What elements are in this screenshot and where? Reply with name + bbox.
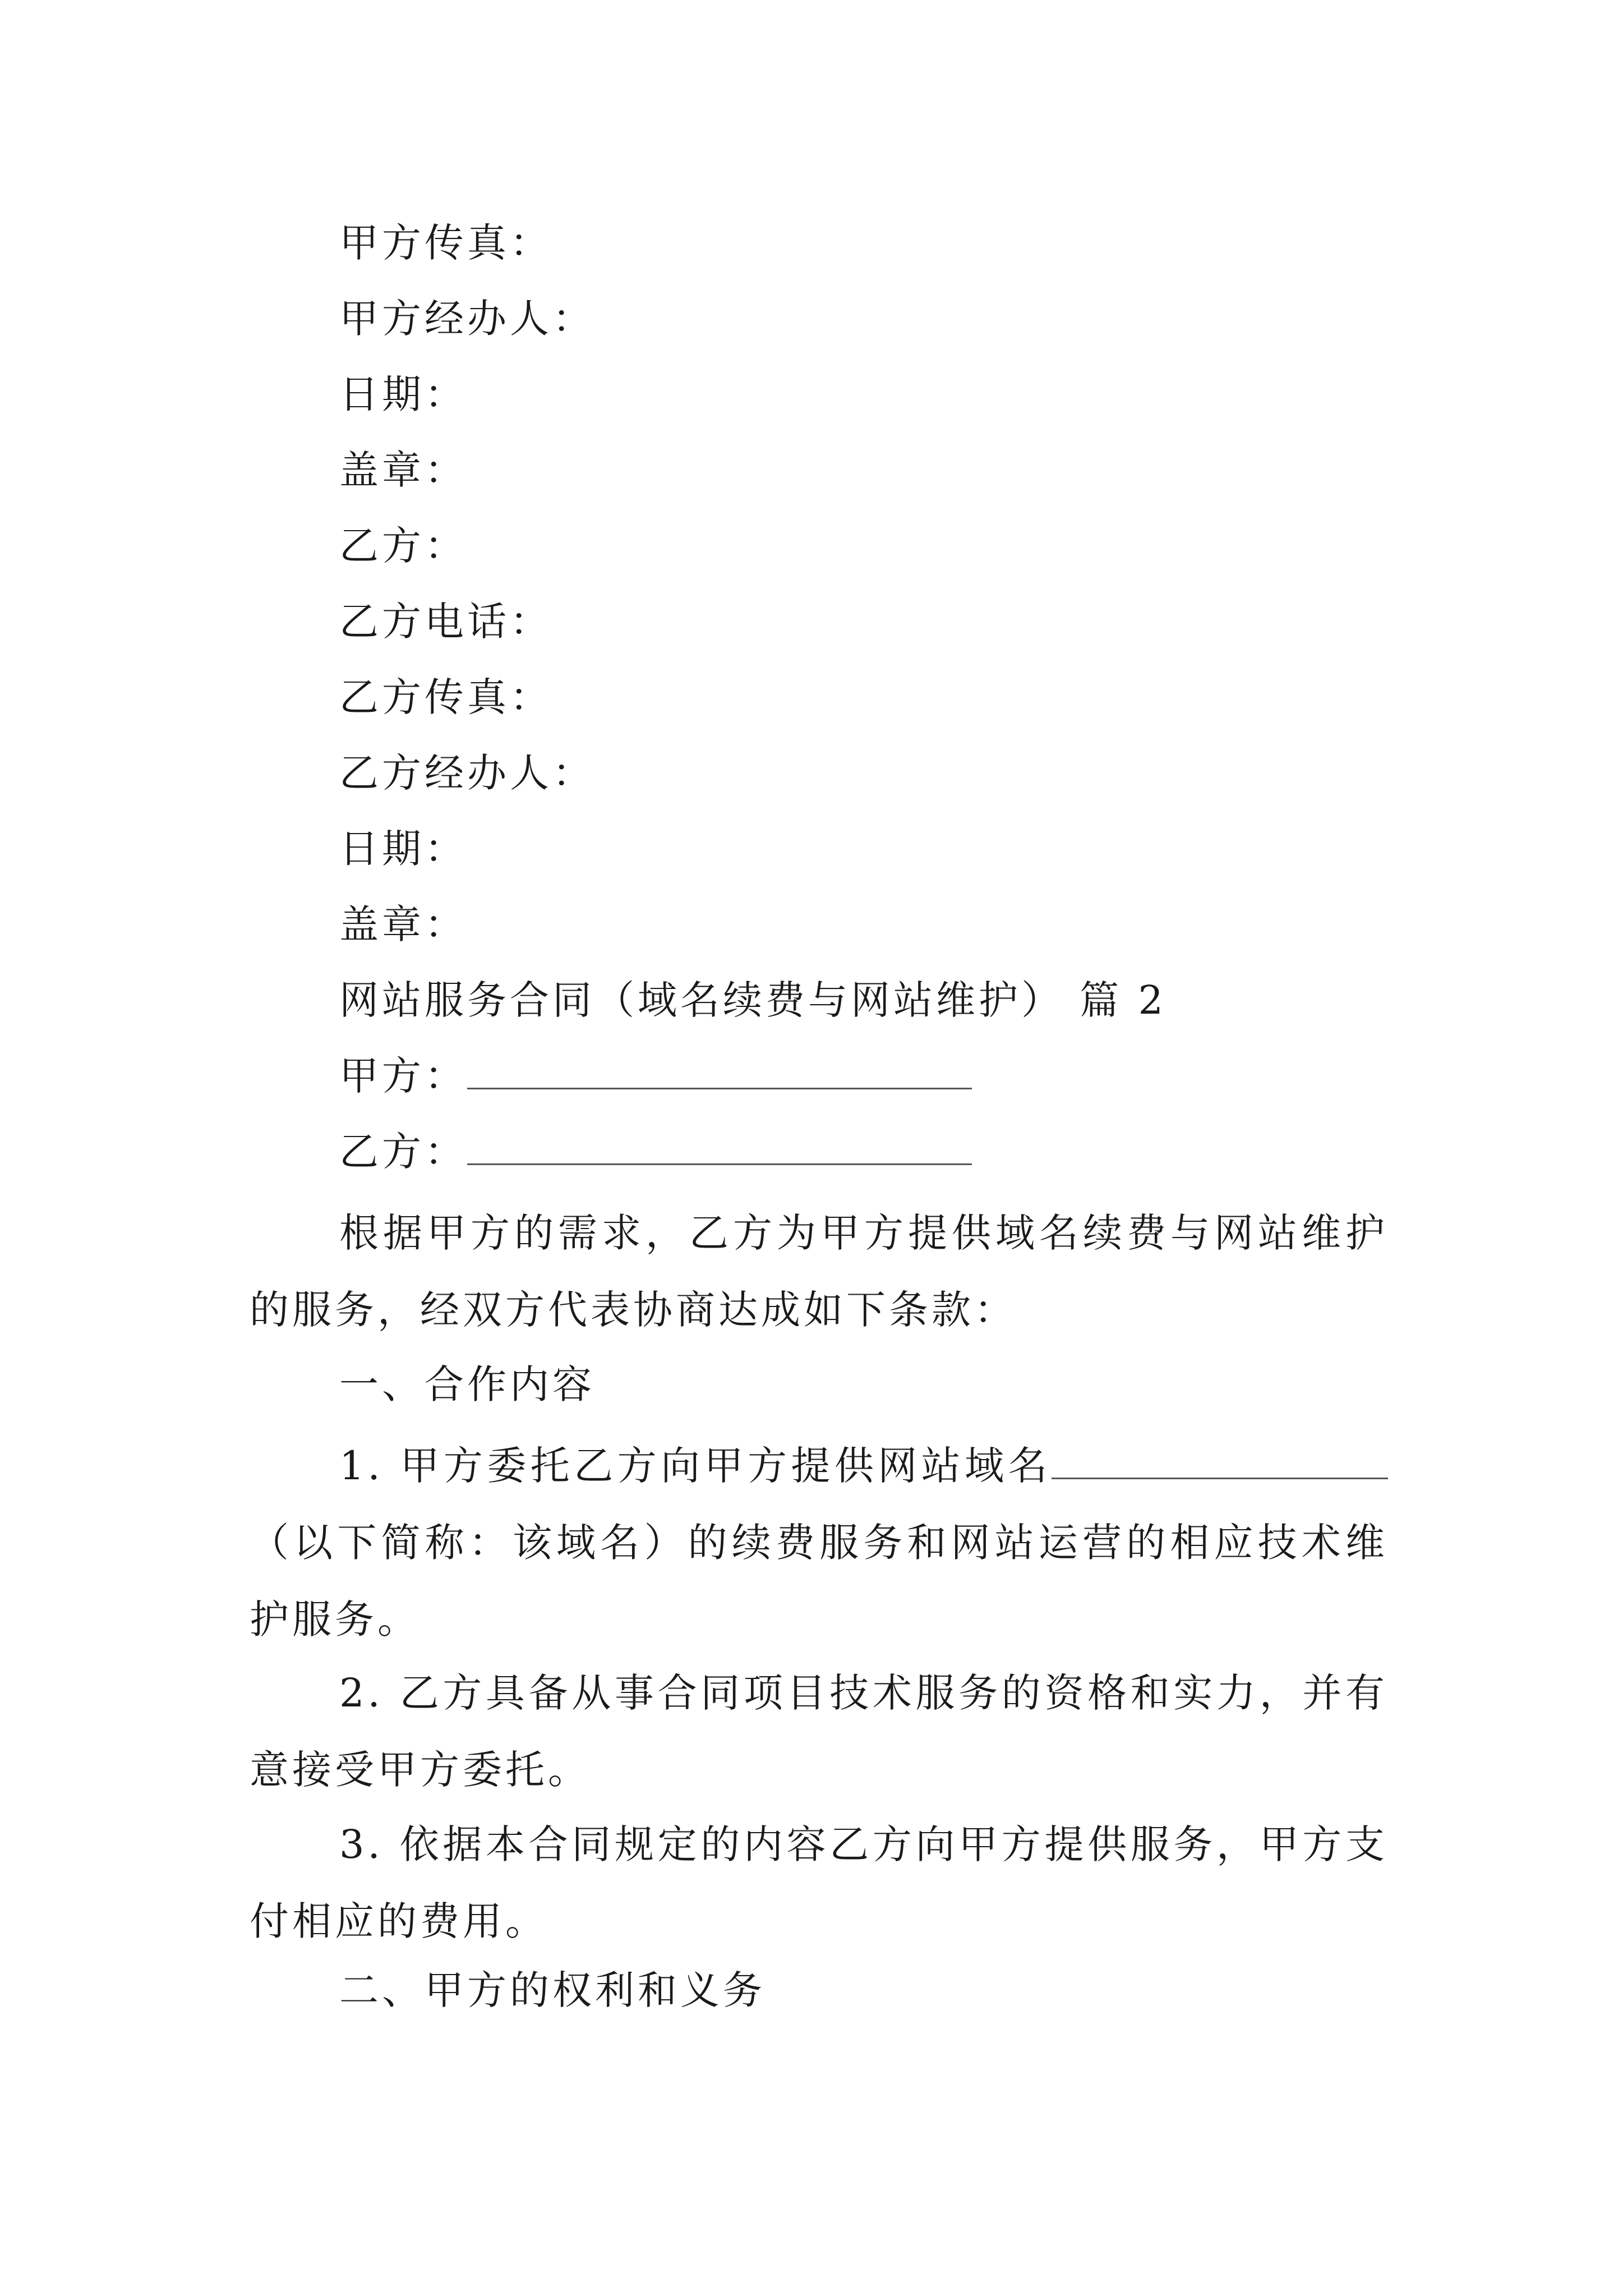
clause-2: 2. 乙方具备从事合同项目技术服务的资格和实力，并有意接受甲方委托。	[250, 1670, 1388, 1793]
party-a-fax-label: 甲方传真：	[339, 220, 552, 266]
party-a-agent-label: 甲方经办人：	[339, 296, 595, 342]
domain-name-blank	[1052, 1443, 1388, 1479]
party-b-line	[339, 1125, 972, 1179]
heading-cooperation-content: 一、合作内容	[339, 1361, 595, 1407]
party-a-seal-label: 盖章：	[339, 447, 467, 493]
party-b-fax-label: 乙方传真：	[339, 674, 552, 720]
clause-3: 3. 依据本合同规定的内容乙方向甲方提供服务，甲方支付相应的费用。	[250, 1821, 1388, 1944]
party-a-blank	[467, 1053, 972, 1089]
party-b-agent-label: 乙方经办人：	[339, 750, 595, 796]
party-a-line	[339, 1049, 972, 1103]
party-b-seal-label: 盖章：	[339, 901, 467, 947]
party-b-label: 乙方：	[339, 523, 467, 569]
party-b-blank	[467, 1129, 972, 1165]
clause-1-text: 1. 甲方委托乙方向甲方提供网站域名	[339, 1443, 1052, 1489]
clause-1-continuation: （以下简称：该域名）的续费服务和网站运营的相应技术维护服务。	[250, 1520, 1388, 1642]
party-a-name-label: 甲方：	[339, 1053, 467, 1099]
party-b-date-label: 日期：	[339, 826, 467, 872]
party-b-phone-label: 乙方电话：	[339, 599, 552, 645]
party-b-name-label: 乙方：	[339, 1129, 467, 1175]
clause-1	[250, 1428, 1388, 1658]
heading-party-a-rights: 二、甲方的权利和义务	[339, 1967, 766, 2013]
party-a-date-label: 日期：	[339, 371, 467, 417]
contract-section-title: 网站服务合同（域名续费与网站维护） 篇 2	[339, 977, 1167, 1023]
intro-paragraph: 根据甲方的需求，乙方为甲方提供域名续费与网站维护的服务，经双方代表协商达成如下条款：	[250, 1210, 1388, 1333]
